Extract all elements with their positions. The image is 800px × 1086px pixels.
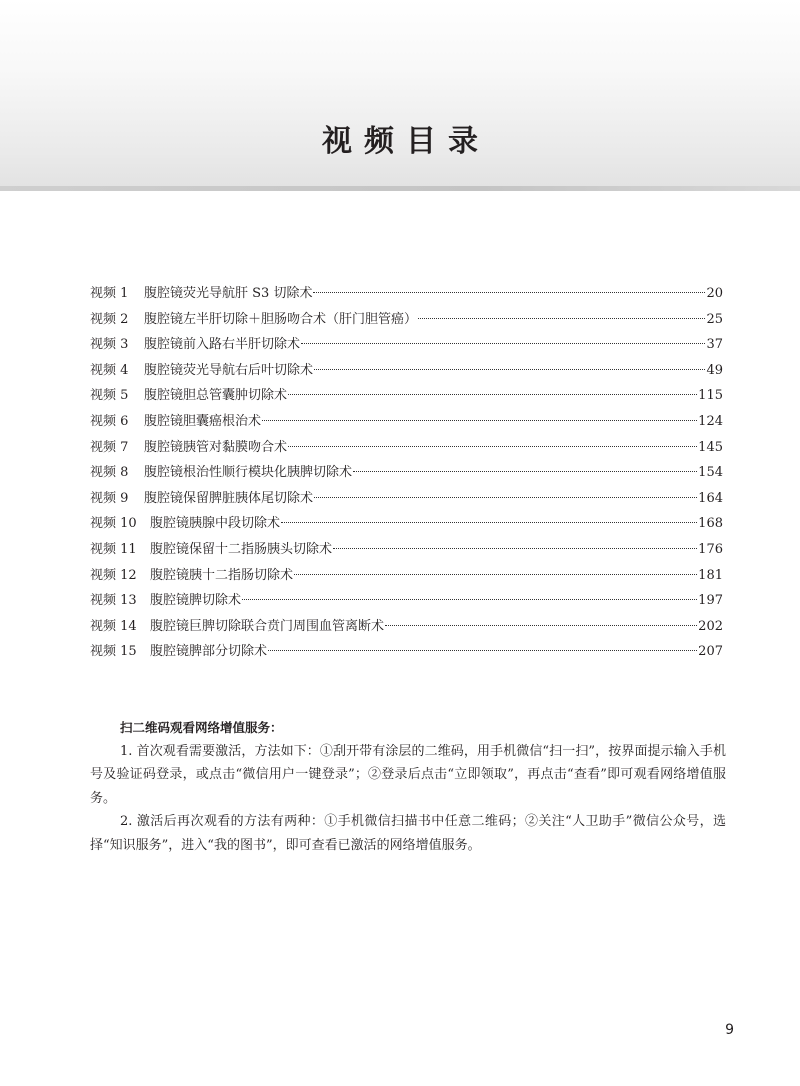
toc-entry[interactable] — [90, 284, 723, 310]
dot-leader — [313, 292, 705, 293]
toc-entry-number: 视频 15 — [90, 644, 137, 660]
toc-entry-page: 20 — [706, 286, 723, 301]
toc-entry-title: 腹腔镜巨脾切除联合贲门周围血管离断术 — [150, 618, 385, 634]
toc-entry[interactable] — [90, 566, 723, 592]
toc-entry-title: 腹腔镜荧光导航右后叶切除术 — [144, 362, 314, 378]
toc-entry-number: 视频 2 — [90, 311, 129, 327]
service-heading: 扫二维码观看网络增值服务： — [120, 720, 283, 735]
toc-entry-number: 视频 9 — [90, 490, 129, 506]
toc-entry[interactable] — [90, 617, 723, 643]
toc-entry[interactable] — [90, 386, 723, 412]
dot-leader — [314, 497, 697, 498]
service-paragraph-1: 1. 首次观看需要激活，方法如下：①刮开带有涂层的二维码，用手机微信“扫一扫”，按界面提示输入手机号及验证码登录，或点击“微信用户一键登录”；②登录后点击“立即领取”，再点击“查看”即可观看网络增值服务。 — [90, 743, 726, 806]
page-number: 9 — [725, 1022, 734, 1038]
toc-entry[interactable] — [90, 361, 723, 387]
dot-leader — [314, 369, 705, 370]
toc-entry[interactable] — [90, 310, 723, 336]
toc-entry-page: 181 — [698, 567, 723, 583]
dot-leader — [333, 548, 697, 549]
toc-entry-title: 腹腔镜荧光导航肝 S3 切除术 — [144, 286, 313, 301]
dot-leader — [288, 446, 697, 447]
page-title: 视频目录 — [322, 124, 490, 159]
video-toc — [90, 284, 723, 668]
dot-leader — [353, 471, 697, 472]
toc-entry[interactable] — [90, 591, 723, 617]
dot-leader — [301, 343, 705, 344]
toc-entry-title: 腹腔镜胰十二指肠切除术 — [150, 567, 294, 583]
toc-entry[interactable] — [90, 540, 723, 566]
toc-entry-page: 145 — [698, 439, 723, 455]
toc-entry[interactable] — [90, 438, 723, 464]
toc-entry-title: 腹腔镜脾部分切除术 — [150, 644, 268, 660]
toc-entry-page: 202 — [698, 618, 723, 634]
toc-entry-title: 腹腔镜前入路右半肝切除术 — [144, 337, 301, 353]
toc-entry-title: 腹腔镜胆囊癌根治术 — [144, 413, 262, 429]
toc-entry-page: 49 — [706, 362, 723, 378]
toc-entry[interactable] — [90, 489, 723, 515]
qr-service-instructions — [90, 716, 726, 857]
toc-entry-title: 腹腔镜胆总管囊肿切除术 — [144, 388, 288, 404]
toc-entry-title: 腹腔镜左半肝切除＋胆肠吻合术（肝门胆管癌） — [144, 311, 418, 327]
toc-entry-page: 164 — [698, 490, 723, 506]
toc-entry[interactable] — [90, 514, 723, 540]
dot-leader — [242, 599, 697, 600]
toc-entry[interactable] — [90, 335, 723, 361]
toc-entry-number: 视频 13 — [90, 593, 137, 609]
toc-entry-page: 115 — [698, 388, 723, 404]
toc-entry-title: 腹腔镜保留脾脏胰体尾切除术 — [144, 490, 314, 506]
toc-entry-number: 视频 8 — [90, 465, 129, 481]
toc-entry-page: 176 — [698, 541, 723, 557]
toc-entry-page: 37 — [706, 337, 723, 353]
toc-entry-page: 124 — [698, 413, 723, 429]
dot-leader — [385, 625, 697, 626]
toc-entry-number: 视频 7 — [90, 439, 129, 455]
dot-leader — [418, 318, 705, 319]
toc-entry[interactable] — [90, 412, 723, 438]
toc-entry-number: 视频 10 — [90, 516, 137, 532]
toc-entry-title: 腹腔镜胰腺中段切除术 — [150, 516, 281, 532]
service-paragraph-2: 2. 激活后再次观看的方法有两种：①手机微信扫描书中任意二维码；②关注“人卫助手”微信公众号，选择“知识服务”，进入“我的图书”，即可查看已激活的网络增值服务。 — [90, 814, 726, 853]
toc-entry-number: 视频 12 — [90, 567, 137, 583]
toc-entry[interactable] — [90, 642, 723, 668]
dot-leader — [281, 522, 697, 523]
toc-entry[interactable] — [90, 463, 723, 489]
toc-entry-title: 腹腔镜根治性顺行模块化胰脾切除术 — [144, 465, 353, 481]
header-divider — [0, 186, 800, 191]
toc-entry-page: 25 — [706, 311, 723, 327]
toc-entry-number: 视频 6 — [90, 413, 129, 429]
toc-entry-page: 168 — [698, 516, 723, 532]
dot-leader — [294, 574, 697, 575]
toc-entry-number: 视频 3 — [90, 337, 129, 353]
dot-leader — [288, 394, 697, 395]
toc-entry-number: 视频 5 — [90, 388, 129, 404]
toc-entry-page: 207 — [698, 644, 723, 660]
toc-entry-number: 视频 14 — [90, 618, 137, 634]
toc-entry-number: 视频 11 — [90, 541, 137, 557]
toc-entry-page: 154 — [698, 465, 723, 481]
toc-entry-number: 视频 1 — [90, 286, 129, 301]
header-band — [0, 0, 800, 190]
toc-entry-page: 197 — [698, 593, 723, 609]
toc-entry-number: 视频 4 — [90, 362, 129, 378]
toc-entry-title: 腹腔镜胰管对黏膜吻合术 — [144, 439, 288, 455]
dot-leader — [268, 650, 697, 651]
toc-entry-title: 腹腔镜保留十二指肠胰头切除术 — [150, 541, 333, 557]
toc-entry-title: 腹腔镜脾切除术 — [150, 593, 242, 609]
dot-leader — [262, 420, 697, 421]
